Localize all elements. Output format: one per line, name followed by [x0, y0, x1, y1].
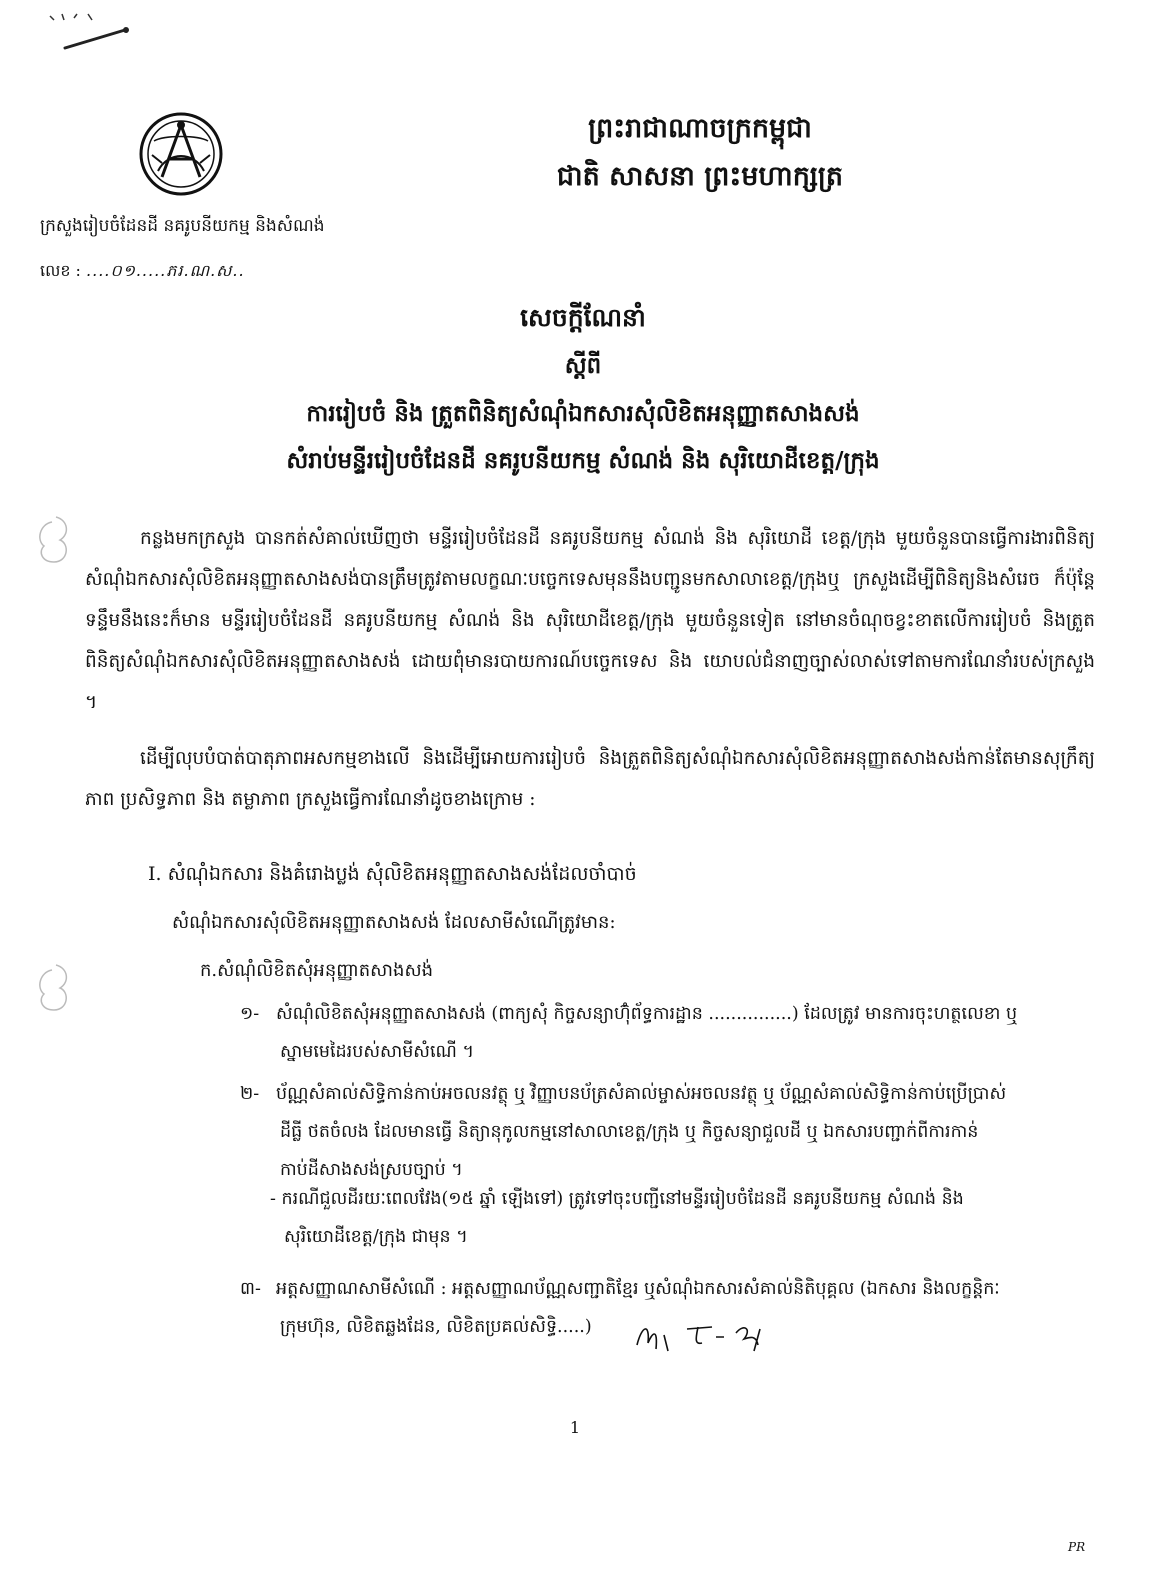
list-item-text: ក្រុមហ៊ុន, លិខិតឆ្លងដែន, លិខិតប្រគល់សិទ្ធិ.....): [280, 1317, 592, 1337]
list-item: [240, 995, 1090, 1071]
kingdom-motto: ជាតិ សាសនា ព្រះមហាក្សត្រ: [556, 161, 844, 192]
punch-hole-mark: [30, 512, 72, 567]
list-note-text: សុរិយោដីខេត្ត/ក្រុង ជាមុន ។: [284, 1227, 468, 1247]
kingdom-name: ព្រះរាជាណាចក្រកម្ពុជា: [588, 113, 812, 144]
list-item-text: សំណុំលិខិតសុំអនុញ្ញាតសាងសង់ (ពាក្យសុំ កិច្ចសន្យាហ៊ុំព័ទ្ធការដ្ឋាន ...............) ដែលត្រូវ មានការចុះហត្ថលេខា ឬ: [276, 1004, 1018, 1024]
punch-hole-mark: [30, 960, 72, 1015]
section-intro: សំណុំឯកសារសុំលិខិតអនុញ្ញាតសាងសង់ ដែលសាមីសំណើត្រូវមាន:: [172, 912, 616, 933]
page-number: 1: [569, 1418, 581, 1437]
document-title: សេចក្តីណែនាំ: [520, 303, 646, 332]
list-item-text: ប័ណ្ណសំគាល់សិទ្ធិកាន់កាប់អចលនវត្ថុ ឬ វិញ្ញាបនប័ត្រសំគាល់ម្ចាស់អចលនវត្ថុ ឬ ប័ណ្ណសំគាល់សិទ្ធិកាន់កាប់ប្រើប្រាស់: [276, 1084, 1007, 1104]
reference-number: ....០១.....ភរ.ណ.ស..: [86, 261, 245, 280]
ministry-seal-icon: [138, 111, 224, 197]
list-item: [240, 1075, 1090, 1189]
intro-paragraph: កន្លងមកក្រសួង បានកត់សំគាល់ឃើញថា មន្ទីររៀបចំដែនដី នគរូបនីយកម្ម សំណង់ និង សុរិយោដី ខេត្ត/ក្រុង មួយចំនួនបានធ្វើការងារពិនិត្យសំណុំឯកសារសុំលិខិតអនុញ្ញាតសាងសង់បានត្រឹមត្រូវតាមលក្ខណៈបច្ចេកទេសមុននឹងបញ្ជូនមកសាលាខេត្ត/ក្រុងឬ ក្រសួងដើម្បីពិនិត្យនិងសំរេច ក៏ប៉ុន្តែទន្ទឹមនឹងនេះក៏មាន មន្ទីររៀបចំដែនដី នគរូបនីយកម្ម សំណង់ និង សុរិយោដីខេត្ត/ក្រុង មួយចំនួនទៀត នៅមានចំណុចខ្វះខាតលើការរៀបចំ និងត្រួតពិនិត្យសំណុំឯកសារសុំលិខិតអនុញ្ញាតសាងសង់ ដោយពុំមានរបាយការណ៍បច្ចេកទេស និង យោបល់ជំនាញច្បាស់លាស់ទៅតាមការណែនាំរបស់ក្រសួង ។: [85, 528, 1095, 713]
reference-line: [40, 260, 245, 284]
corner-scribble: [40, 8, 140, 58]
list-item-text: កាប់ដីសាងសង់ស្របច្បាប់ ។: [280, 1160, 463, 1180]
list-item-text: អត្តសញ្ញាណសាមីសំណើ : អត្តសញ្ញាណប័ណ្ណសញ្ជាតិខ្មែរ ឬសំណុំឯកសារសំគាល់និតិបុគ្គល (ឯកសារ និងលក្ខន្តិកៈ: [276, 1279, 1000, 1299]
corner-initials: PR: [1068, 1540, 1086, 1554]
list-item-text: ស្នាមមេដៃរបស់សាមីសំណើ ។: [280, 1042, 474, 1062]
section-heading: I. សំណុំឯកសារ និងគំរោងប្លង់ សុំលិខិតអនុញ្ញាតសាងសង់ដែលចាំបាច់: [148, 863, 637, 885]
list-item-text: ដីធ្លី ថតចំលង ដែលមានធ្វើ និត្យានុកូលកម្មនៅសាលាខេត្ត/ក្រុង ឬ កិច្ចសន្យាជួលដី ឬ ឯកសារបញ្ជាក់ពីការកាន់: [280, 1122, 979, 1142]
reference-label: លេខ :: [40, 261, 87, 280]
document-subject-line-2: សំរាប់មន្ទីររៀបចំដែនដី នគរូបនីយកម្ម សំណង់ និង សុរិយោដីខេត្ត/ក្រុង: [286, 447, 880, 474]
document-subject-line-1: ការរៀបចំ និង ត្រួតពិនិត្យសំណុំឯកសារសុំលិខិតអនុញ្ញាតសាងសង់: [306, 400, 860, 427]
list-item-number: ២-: [240, 1084, 260, 1104]
list-note: [270, 1180, 1090, 1256]
list-item-number: ១-: [240, 1004, 260, 1024]
document-title-about: ស្តីពី: [564, 352, 602, 379]
list-item-number: ៣-: [240, 1279, 261, 1299]
purpose-paragraph: ដើម្បីលុបបំបាត់បាតុភាពអសកម្មខាងលើ និងដើម្បីអោយការរៀបចំ និងត្រួតពិនិត្យសំណុំឯកសារសុំលិខិតអនុញ្ញាតសាងសង់កាន់តែមានសុក្រឹត្យភាព ប្រសិទ្ធភាព និង តម្លាភាព ក្រសួងធ្វើការណែនាំដូចខាងក្រោម :: [85, 748, 1095, 810]
handwritten-initials: [632, 1315, 772, 1355]
list-note-text: - ករណីជួលដីរយៈពេលវែង(១៥ ឆ្នាំ ឡើងទៅ) ត្រូវទៅចុះបញ្ជីនៅមន្ទីររៀបចំដែនដី នគរូបនីយកម្ម សំណង់ និង: [270, 1189, 964, 1209]
sub-heading: ក.សំណុំលិខិតសុំអនុញ្ញាតសាងសង់: [200, 960, 434, 981]
ministry-name: ក្រសួងរៀបចំដែនដី នគរូបនីយកម្ម និងសំណង់: [40, 216, 325, 236]
